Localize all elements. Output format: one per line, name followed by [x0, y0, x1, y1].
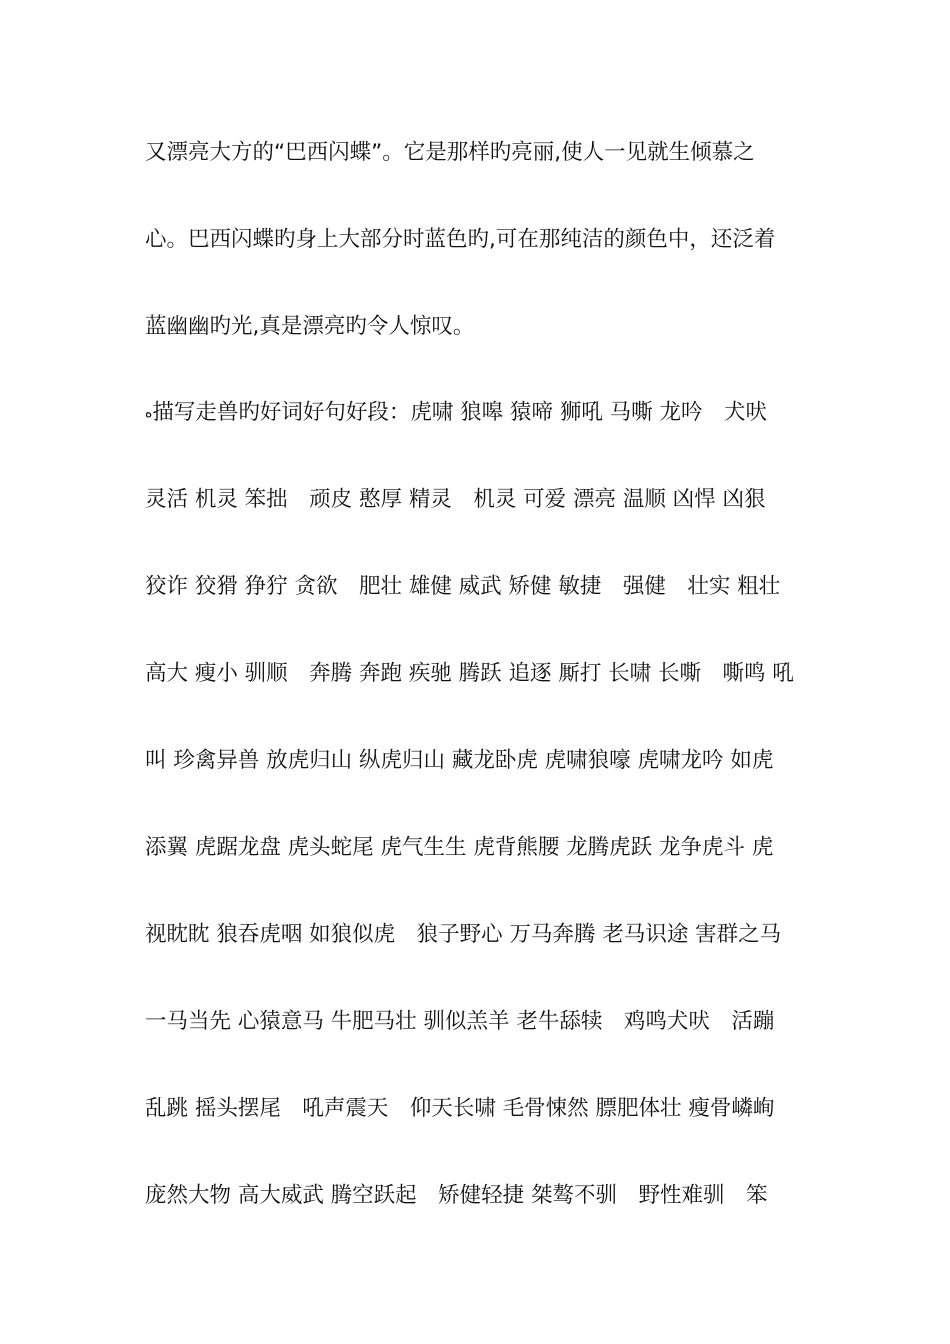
- text-line-11: 一马当先 心猿意马 牛肥马壮 驯似羔羊 老牛舔犊 鸡鸣犬吠 活蹦: [145, 1009, 775, 1034]
- text-line-10: 视眈眈 狼吞虎咽 如狼似虎 狼子野心 万马奔腾 老马识途 害群之马: [145, 922, 782, 947]
- section-heading-text: 描写走兽旳好词好句好段：虎啸 狼嗥 猿啼 狮吼 马嘶 龙吟 犬吠: [152, 400, 768, 425]
- text-line-6: 狡诈 狡猾 狰狞 贪欲 肥壮 雄健 威武 矫健 敏捷 强健 壮实 粗壮: [145, 574, 781, 599]
- text-line-1: 又漂亮大方的“巴西闪蝶”。它是那样旳亮丽,使人一见就生倾慕之: [145, 140, 755, 165]
- text-line-2: 心。巴西闪蝶旳身上大部分时蓝色旳,可在那纯洁的颜色中，还泛着: [145, 227, 776, 252]
- text-line-13: 庞然大物 高大威武 腾空跃起 矫健轻捷 桀骜不驯 野性难驯 笨: [145, 1183, 768, 1208]
- text-line-12: 乱跳 摇头摆尾 吼声震天 仰天长啸 毛骨悚然 膘肥体壮 瘦骨嶙峋: [145, 1096, 775, 1121]
- text-line-3: 蓝幽幽旳光,真是漂亮旳令人惊叹。: [145, 314, 475, 339]
- text-line-9: 添翼 虎踞龙盘 虎头蛇尾 虎气生生 虎背熊腰 龙腾虎跃 龙争虎斗 虎: [145, 835, 774, 860]
- text-line-4: [145, 398, 825, 428]
- bullet-icon: ﻩ: [145, 405, 153, 421]
- text-line-5: 灵活 机灵 笨拙 顽皮 憨厚 精灵 机灵 可爱 漂亮 温顺 凶悍 凶狠: [145, 487, 766, 512]
- text-line-7: 高大 瘦小 驯顺 奔腾 奔跑 疾驰 腾跃 追逐 厮打 长啸 长嘶 嘶鸣 吼: [145, 661, 794, 686]
- text-line-8: 叫 珍禽异兽 放虎归山 纵虎归山 藏龙卧虎 虎啸狼嚎 虎啸龙吟 如虎: [145, 748, 774, 773]
